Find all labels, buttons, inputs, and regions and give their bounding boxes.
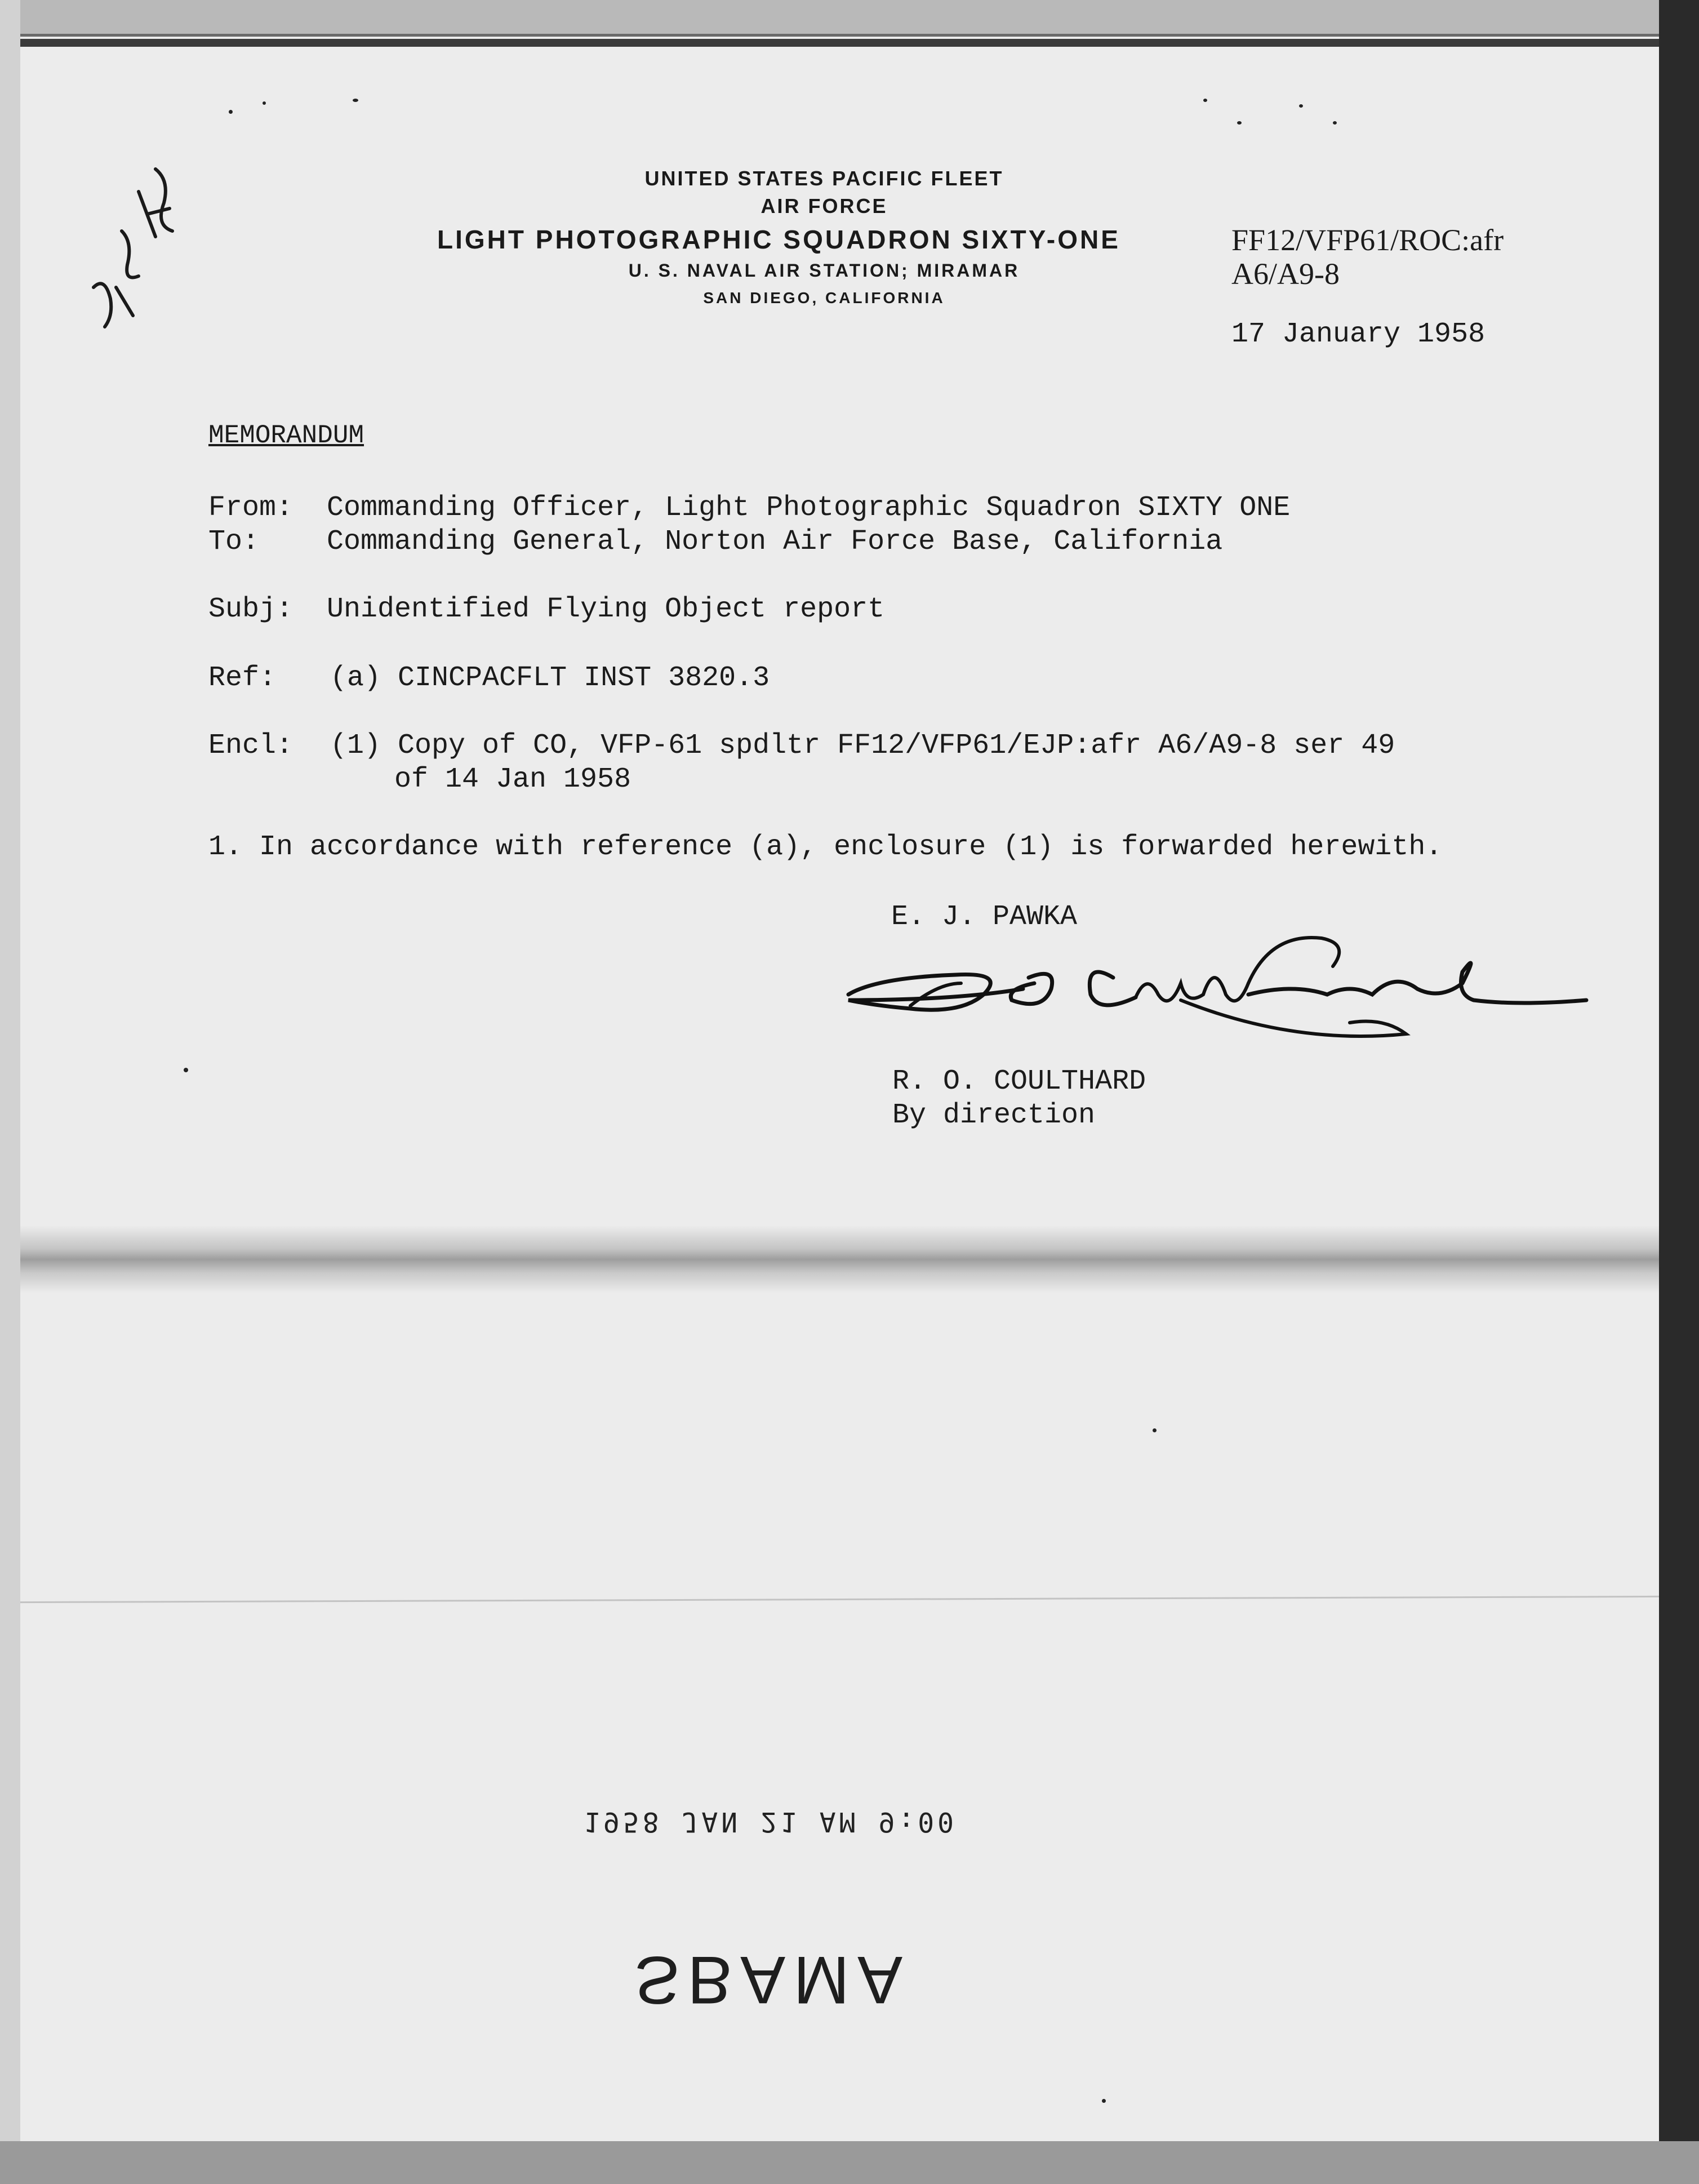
scan-frame-right	[1659, 0, 1699, 2184]
letterhead-squadron: LIGHT PHOTOGRAPHIC SQUADRON SIXTY-ONE	[437, 225, 1120, 254]
scan-speck	[353, 99, 358, 102]
handwritten-signature	[843, 916, 1598, 1062]
scan-speck	[229, 110, 233, 114]
subj-value: Unidentified Flying Object report	[327, 593, 885, 625]
file-reference-line2: A6/A9-8	[1231, 257, 1340, 291]
handwritten-margin-mark	[71, 147, 217, 366]
to-value: Commanding General, Norton Air Force Base, California	[327, 526, 1223, 558]
scan-speck	[1203, 99, 1207, 102]
subj-label: Subj:	[208, 593, 293, 625]
scan-frame-bottom	[0, 2141, 1699, 2184]
encl-value-line2: of 14 Jan 1958	[394, 763, 631, 796]
fold-line	[20, 1596, 1659, 1603]
from-value: Commanding Officer, Light Photographic Squadron SIXTY ONE	[327, 492, 1291, 524]
scan-speck	[1237, 121, 1242, 125]
ref-value: (a) CINCPACFLT INST 3820.3	[330, 662, 770, 694]
ref-label: Ref:	[208, 662, 277, 694]
signer-name: R. O. COULTHARD	[892, 1066, 1146, 1098]
scan-speck	[1299, 104, 1303, 108]
scan-frame-left	[0, 0, 20, 2184]
scan-frame-top	[0, 0, 1699, 34]
letterhead-airforce: AIR FORCE	[760, 194, 888, 217]
letterhead-station: U. S. NAVAL AIR STATION; MIRAMAR	[628, 260, 1020, 281]
to-label: To:	[208, 526, 260, 558]
signature-by-direction: By direction	[892, 1099, 1096, 1131]
letterhead-city: SAN DIEGO, CALIFORNIA	[703, 289, 945, 307]
body-paragraph: 1. In accordance with reference (a), enclosure (1) is forwarded herewith.	[208, 831, 1443, 863]
memo-title: MEMORANDUM	[208, 421, 364, 450]
memo-date: 17 January 1958	[1231, 318, 1485, 350]
scan-speck	[1333, 121, 1337, 125]
signature-name-top: E. J. PAWKA	[891, 901, 1078, 933]
letterhead-fleet: UNITED STATES PACIFIC FLEET	[644, 167, 1004, 190]
scan-speck	[1153, 1428, 1157, 1432]
scan-smudge	[20, 1226, 1659, 1293]
scan-speck	[184, 1068, 188, 1072]
page-top-edge	[20, 39, 1659, 47]
encl-label: Encl:	[208, 730, 293, 762]
file-reference-line1: FF12/VFP61/ROC:afr	[1231, 223, 1504, 257]
received-time-stamp: 1958 JAN 21 AM 9:00	[584, 1806, 958, 1837]
encl-value-line1: (1) Copy of CO, VFP-61 spdltr FF12/VFP61/EJP:afr A6/A9-8 ser 49	[330, 730, 1395, 762]
office-stamp: SBAMA	[634, 1942, 911, 2018]
memo-page	[20, 37, 1659, 2141]
scan-speck	[1102, 2099, 1106, 2103]
scan-speck	[263, 101, 266, 105]
from-label: From:	[208, 492, 293, 524]
